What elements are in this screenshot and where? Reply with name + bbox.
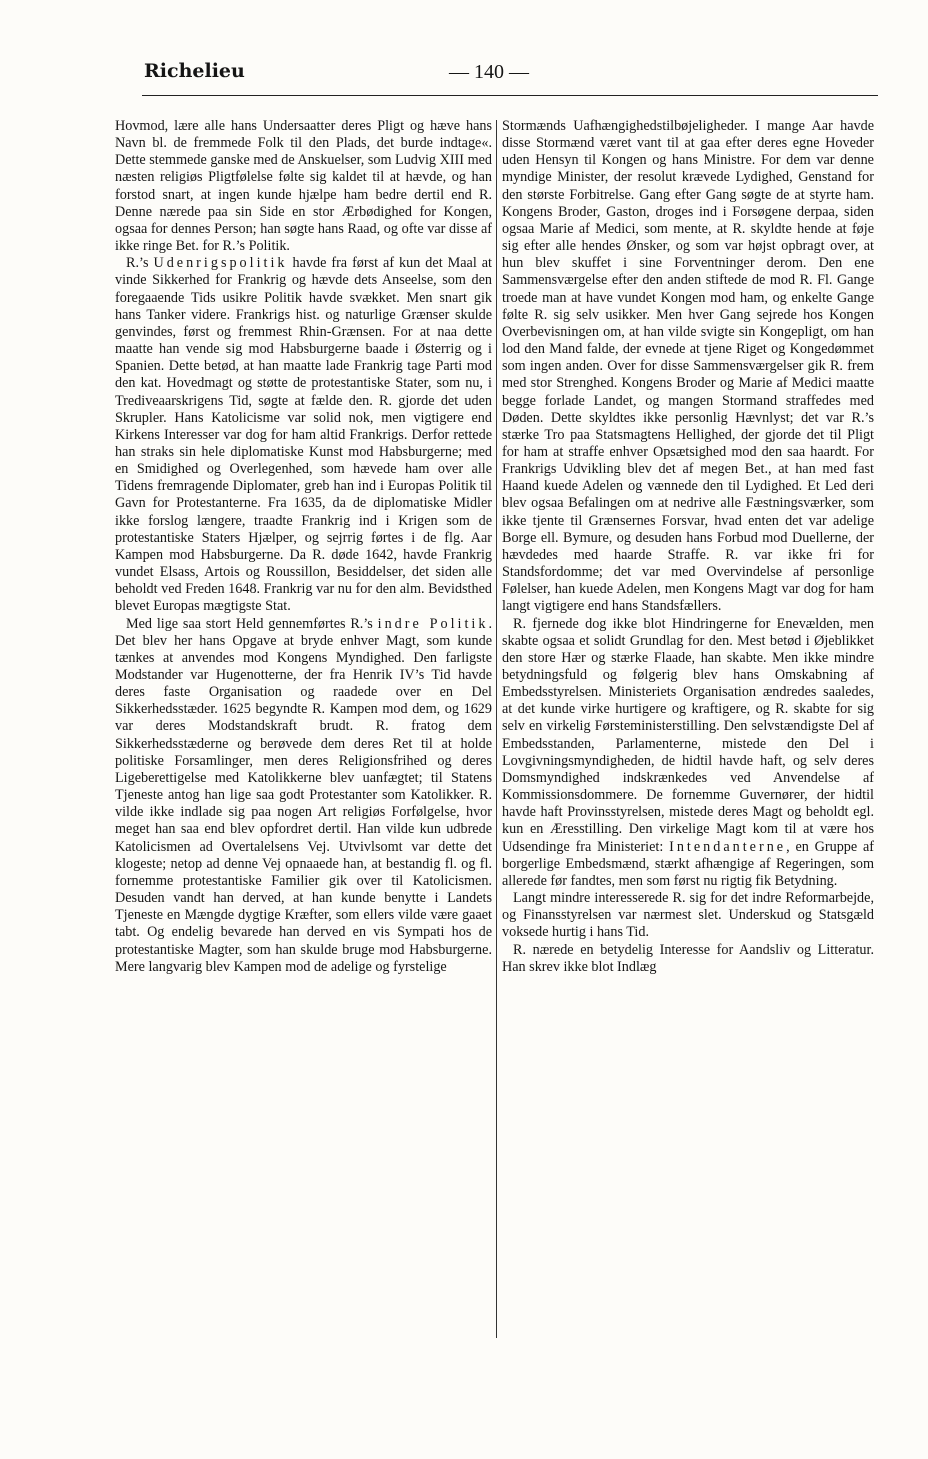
text-run: Hovmod, lære alle hans Undersaatter deres Pligt og hæve hans Navn bl. de fremmede Folk til den Plads, det burde indtage«. Dette stemmede ganske med de Anskuelser, som Ludvig XIII med næsten religiøs Pligtfølelse følte sig kaldet til at hævde, og han forstod snart, at ingen kunde hjælpe ham bedre dertil end R. Denne nærede paa sin Side en stor Ærbødighed for Kongen, ogsaa for dennes Person; han søgte hans Raad, og ofte var disse af ikke ringe Bet. for R.’s Politik. [115,118,492,255]
header-rule [142,95,878,96]
page-header [144,60,878,90]
text-run: R. fjernede dog ikke blot Hindringerne for Enevælden, men skabte ogsaa et solidt Grundlag for den. Mest betød i Øjeblikket den store Hær og stærke Flaade, han skabte. Men ikke mindre betydningsfuld og følgerig blev hans Omskabning af Embedsstyrelsen. Ministeriets Organisation ændredes saaledes, at det kunde virke hurtigere og kraftigere, og R. skabte for sig selv en virkelig Førsteministerstilling. Den selvstændigste Del af Embedsstanden, Parlamenterne, mistede den Del i Lovgivningsmyndigheden, de hidtil havde haft, og selv deres Domsmyndighed indskrænkedes ved Anvendelse af Kommissionsdommere. De fornemme Guvernører, der hidtil havde haft Provinsstyrelsen, mistede deres Magt og beholdt egl. kun en Æresstilling. Den virkelige Magt kom til at være hos Udsendinge fra Ministeriet: [502,615,874,855]
text-run: . Det blev her hans Opgave at bryde enhver Magt, som kunde tænkes at anvendes mod Kongens Myndighed. Den farligste Modstander var Hugenotterne, der fra Henrik IV’s Tid havde deres faste Organisation og raadede over en Del Sikkerhedsstæder. 1625 begyndte R. Kampen mod dem, og 1629 var deres Modstandskraft brudt. R. fratog dem Sikkerhedsstæderne og berøvede dem deres Ret til at holde politiske Forsamlinger, men deres Religionsfrihed og deres Ligeberettigelse med Katolikkerne blev uanfægtet; til Statens Tjeneste antog han lige saa godt Protestanter som Katolikker. R. vilde ikke indlade sig paa nogen Art religiøs Forfølgelse, hvor meget han saa end blev opfordret dertil. Han vilde kun udbrede Katolicismen ad Overtalelsens Vej. Utvivlsomt var dette det klogeste; netop ad denne Vej opnaaede han, at bestandig fl. og fl. fornemme protestantiske Familier gik over til Katolicismen. Desuden vandt han derved, at han kunde benytte i Landets Tjeneste en Mængde dygtige Kræfter, som ellers vilde være gaaet tabt. Og endelig bevarede han derved en vis Sympati hos de protestantiske Magter, som han skulde bruge mod Habsburgerne. Mere langvarig blev Kampen mod de adelige og fyrstelige [115,615,492,975]
paragraph [115,255,492,615]
text-run: R. nærede en betydelig Interesse for Aandsliv og Litteratur. Han skrev ikke blot Indlæg [502,941,874,975]
spaced-term: indre Politik [377,615,489,632]
running-title: Richelieu [144,60,245,82]
text-run: havde fra først af kun det Maal at vinde Sikkerhed for Frankrig og hævde dets Anseelse, som den foregaaende Tids usikre Politik havde svækket. Men snart gik hans Tanker videre. Frankrigs hist. og naturlige Grænser skulde genvindes, først og fremmest Rhin-Grænsen. For at naa dette maatte han vende sig mod Habsburgerne baade i Østerrig og i Spanien. Dette betød, at han maatte lade Frankrig tage Parti mod den kat. Hovedmagt og støtte de protestantiske Stater, som nu, i Trediveaarskrigens Tid, søgte at fælde den. R. gjorde det uden Skrupler. Hans Katolicisme var solid nok, men vigtigere end Kirkens Interesser var dog for ham altid Frankrigs. Derfor rettede han straks sin hele diplomatiske Kunst mod Habsburgerne; med en Smidighed og Overlegenhed, som hævede ham over alle Tidens fremragende Diplomater, greb han ind i Europas Politik til Gavn for Protestanterne. Fra 1635, da de diplomatiske Midler ikke forslog længere, traadte Frankrig ind i Krigen som de protestantiske Staters Hjælper, og sejrrig førtes i de flg. Aar Kampen mod Habsburgerne. Da R. døde 1642, havde Frankrig vundet Elsass, Artois og Roussillon, Besiddelser, det siden alle beholdt ved Freden 1648. Frankrig var nu for den alm. Bevidsthed blevet Europas mægtigste Stat. [115,255,492,615]
column-divider [496,120,497,1338]
text-run: Stormænds Uafhængighedstilbøjeligheder. I mange Aar havde disse Stormænd været vant til at gaa efter deres egne Hoveder uden Hensyn til Kongen og hans Ministre. For dem var denne myndige Minister, der resolut krævede Lydighed, Genstand for den største Forbitrelse. Gang efter Gang søgte de at styrte ham. Kongens Broder, Gaston, droges ind i Forsøgene derpaa, siden ogsaa Marie af Medici, som mente, at R. skyldte hende at føje sig efter alle hendes Ønsker, og som var højst opbragt over, at hun blev skuffet i sine Forventninger derom. Den ene Sammensværgelse efter den anden stiftede de mod R. Fl. Gange troede man at have vundet Kongen mod ham, og enkelte Gange følte R. sig selv usikker. Men hver Gang sejrede hos Kongen Overbevisningen om, at han vilde svigte sin Kongepligt, om han lod den Mand falde, der evnede at tjene Riget og Kongedømmet som ingen anden. Over for disse Sammensværgelser gik R. frem med stor Strenghed. Kongens Broder og Marie af Medici maatte begge forlade Landet, og mangen Stormand straffedes med Døden. Dette skyldtes ikke personlig Hævnlyst; det var R.’s stærke Tro paa Statsmagtens Hellighed, der gjorde det til Pligt for ham at straffe enhver Opsætsighed mod den saa haardt. For Frankrigs Udvikling blev det af megen Bet., at han med fast Haand kuede Adelen og vænnede den til Lydighed. Et Led deri blev ogsaa Befalingen om at nedrive alle Fæstningsværker, som ikke tjente til Grænsernes Forsvar, hvad enten det var adelige Borge ell. Bymure, og desuden hans Forbud mod Duellerne, der hævdedes med haarde Straffe. R. var ikke fri for Standsfordomme; det var med Overvindelse af personlige Følelser, han kuede Adelen, men Kongens Magt var dog for ham langt vigtigere end hans Standsfællers. [502,118,874,615]
text-run: R.’s [126,255,154,272]
paragraph [502,616,874,891]
text-run: , en Gruppe af borgerlige Embedsmænd, stærkt afhængige af Regeringen, som allerede før fandtes, men som først nu rigtig fik Betydning. [502,838,875,889]
paragraph [115,616,492,976]
left-column [115,118,492,976]
page-number: — 140 — [449,61,529,83]
paragraph [502,890,874,941]
paragraph [115,118,492,255]
paragraph [502,118,874,616]
spaced-term: Udenrigspolitik [153,255,288,272]
right-column [502,118,874,976]
text-run: Med lige saa stort Held gennemførtes R.’s [126,615,378,632]
spaced-term: Intendanterne [669,838,787,855]
paragraph [502,942,874,976]
text-run: Langt mindre interesserede R. sig for det indre Reformarbejde, og Finansstyrelsen var nærmest slet. Underskud og Statsgæld voksede hurtig i hans Tid. [502,890,874,941]
